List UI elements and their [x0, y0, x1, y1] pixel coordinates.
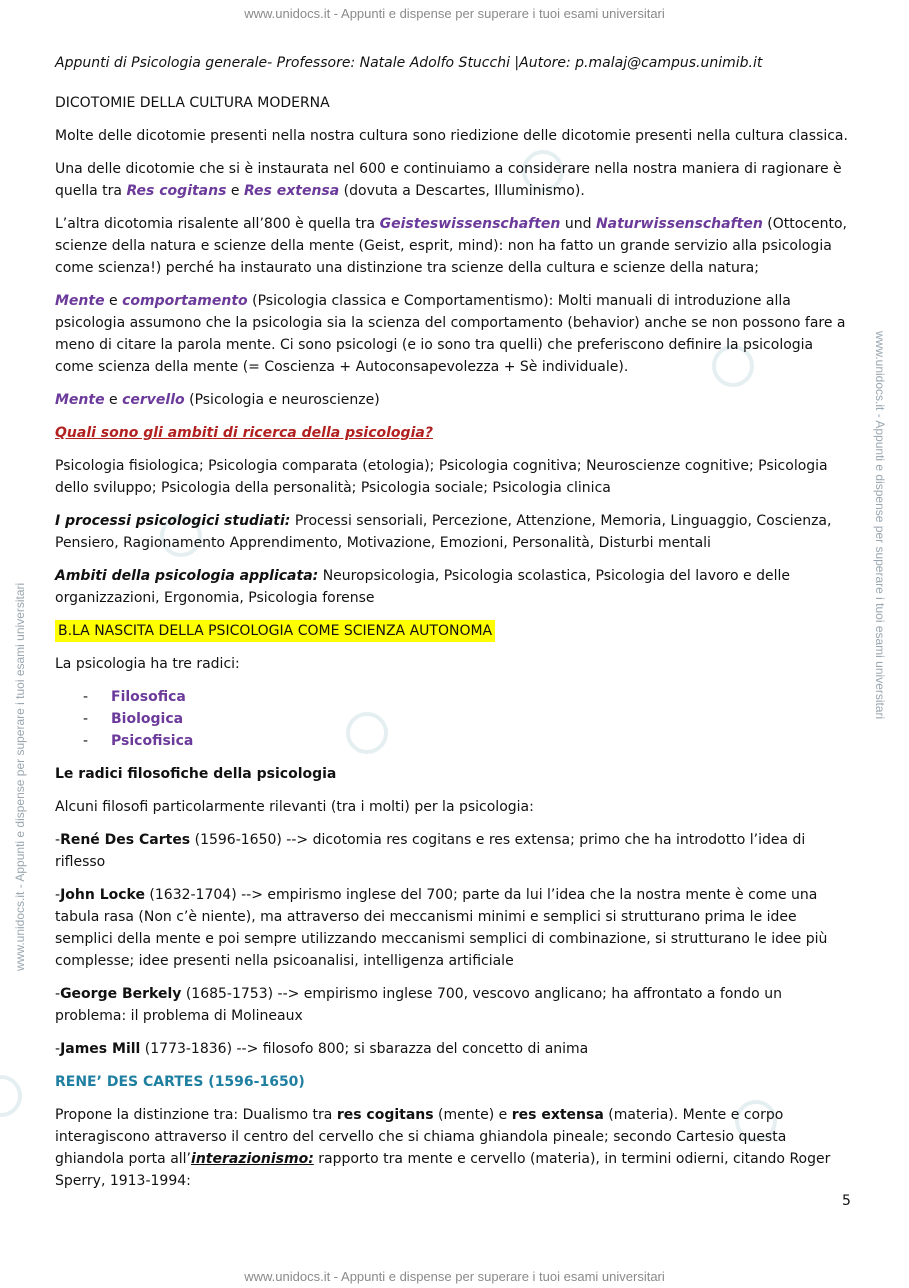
paragraph: La psicologia ha tre radici:	[55, 656, 240, 672]
paragraph	[55, 290, 855, 378]
term: Mente	[55, 293, 105, 309]
philosopher-entry: -John Locke (1632-1704) --> empirismo inglese del 700; parte da lui l’idea che la nostra mente è come una tabula rasa (Non c’è niente), ma attraverso dei meccanismi minimi e semplici si strutturano prima le idee semplici della mente e poi sempre utilizzando meccanismi semplici di combinazione, si strutturano le idee più complesse; idee presenti nella psicoanalisi, intelligenza artificiale	[55, 887, 828, 969]
subsection-title: Le radici filosofiche della psicologia	[55, 766, 337, 782]
section-title-dicotomie: DICOTOMIE DELLA CULTURA MODERNA	[55, 95, 330, 111]
term: Naturwissenschaften	[595, 216, 763, 232]
label: I processi psicologici studiati:	[55, 513, 291, 529]
watermark-bottom: www.unidocs.it - Appunti e dispense per superare i tuoi esami universitari	[244, 1269, 665, 1284]
text: (mente) e	[433, 1107, 512, 1123]
term: res cogitans	[336, 1107, 434, 1123]
paragraph	[55, 389, 855, 411]
list-item: - Filosofica	[83, 686, 855, 708]
text: (1632-1704) --> empirismo inglese del 700; parte da lui l’idea che la nostra mente è come una tabula rasa (Non c’è niente), ma attraverso dei meccanismi minimi e semplici si strutturano prima le idee semplici della mente e poi sempre utilizzando meccanismi semplici di combinazione, si strutturano le idee più complesse; idee presenti nella psicoanalisi, intelligenza artificiale	[55, 887, 828, 969]
label: Ambiti della psicologia applicata:	[55, 568, 319, 584]
text: Processi sensoriali, Percezione, Attenzione, Memoria, Linguaggio, Coscienza, Pensiero, Ragionamento Apprendimento, Motivazione, Emozioni, Personalità, Disturbi mentali	[55, 513, 832, 551]
list-item: - Psicofisica	[83, 730, 855, 752]
roots-list	[55, 686, 855, 752]
term: comportamento	[122, 293, 248, 309]
paragraph	[55, 1104, 855, 1192]
term: Geisteswissenschaften	[379, 216, 561, 232]
text: (1596-1650) --> dicotomia res cogitans e res extensa; primo che ha introdotto l’idea di riflesso	[55, 832, 806, 870]
question-text: Quali sono gli ambiti di ricerca della psicologia?	[55, 425, 433, 441]
text: L’altra dicotomia risalente all’800 è quella tra	[55, 216, 380, 232]
philosopher-name: René Des Cartes	[60, 832, 191, 848]
term: Res cogitans	[126, 183, 227, 199]
philosopher-entry: -George Berkely (1685-1753) --> empirismo inglese 700, vescovo anglicano; ha affrontato a fondo un problema: il problema di Molineaux	[55, 986, 782, 1024]
list-item: - Biologica	[83, 708, 855, 730]
text: Propone la distinzione tra: Dualismo tra	[55, 1107, 337, 1123]
text: e	[226, 183, 244, 199]
text: Una delle dicotomie che si è instaurata nel 600 e continuiamo a considerare nella nostra maniera di ragionare è quella tra	[55, 161, 842, 199]
paragraph: Alcuni filosofi particolarmente rilevanti (tra i molti) per la psicologia:	[55, 799, 534, 815]
text: (1685-1753) --> empirismo inglese 700, vescovo anglicano; ha affrontato a fondo un problema: il problema di Molineaux	[55, 986, 782, 1024]
philosopher-name: John Locke	[60, 887, 145, 903]
highlighted-title: B.LA NASCITA DELLA PSICOLOGIA COME SCIENZA AUTONOMA	[55, 620, 495, 642]
paragraph	[55, 125, 855, 147]
term: Res extensa	[243, 183, 340, 199]
text: (Psicologia classica e Comportamentismo): Molti manuali di introduzione alla psicologia assumono che la psicologia sia la scienza del comportamento (behavior) anche se non possono fare a meno di citare la parola mente. Ci sono psicologi (e io sono tra quelli) che preferiscono definire la psicologia come scienza della mente (= Coscienza + Autoconsapevolezza + Sè individuale).	[55, 293, 846, 375]
text: (materia). Mente e corpo interagiscono attraverso il centro del cervello che si chiama ghiandola pineale; secondo Cartesio questa ghiandola porta all’	[55, 1107, 787, 1167]
watermark-logo-icon	[0, 1075, 22, 1117]
philosopher-entry: -René Des Cartes (1596-1650) --> dicotomia res cogitans e res extensa; primo che ha introdotto l’idea di riflesso	[55, 832, 806, 870]
text: e	[104, 392, 123, 408]
section-title-nascita	[55, 620, 855, 642]
text: (dovuta a Descartes, Illuminismo).	[339, 183, 585, 199]
section-title-descartes: RENE’ DES CARTES (1596-1650)	[55, 1074, 305, 1090]
document-body	[55, 52, 855, 1203]
text: (Ottocento, scienze della natura e scienze della mente (Geist, esprit, mind): non ha fatto un grande servizio alla psicologia come scienza!) perché ha instaurato una distinzione tra scienze della cultura e scienze della natura;	[55, 216, 847, 276]
philosopher-entry: -James Mill (1773-1836) --> filosofo 800; si sbarazza del concetto di anima	[55, 1041, 589, 1057]
watermark-top: www.unidocs.it - Appunti e dispense per superare i tuoi esami universitari	[244, 6, 665, 21]
text: e	[104, 293, 123, 309]
philosopher-name: George Berkely	[60, 986, 182, 1002]
text: und	[560, 216, 596, 232]
paragraph: Psicologia fisiologica; Psicologia comparata (etologia); Psicologia cognitiva; Neuroscienze cognitive; Psicologia dello sviluppo; Psicologia della personalità; Psicologia sociale; Psicologia clinica	[55, 458, 828, 496]
text: Molte delle dicotomie presenti nella nostra cultura sono riedizione delle dicotomie presenti nella cultura classica.	[55, 128, 848, 144]
term: interazionismo:	[191, 1151, 314, 1167]
paragraph	[55, 158, 855, 202]
term: cervello	[122, 392, 185, 408]
question-heading	[55, 422, 855, 444]
page-number: 5	[842, 1193, 851, 1209]
text: (Psicologia e neuroscienze)	[184, 392, 380, 408]
paragraph	[55, 565, 855, 609]
text: Neuropsicologia, Psicologia scolastica, Psicologia del lavoro e delle organizzazioni, Ergonomia, Psicologia forense	[55, 568, 790, 606]
philosopher-name: James Mill	[60, 1041, 141, 1057]
paragraph	[55, 213, 855, 279]
text: rapporto tra mente e cervello (materia), in termini odierni, citando Roger Sperry, 1913-1994:	[55, 1151, 831, 1189]
paragraph	[55, 510, 855, 554]
watermark-right: www.unidocs.it - Appunti e dispense per superare i tuoi esami universitari	[873, 331, 887, 720]
document-header: Appunti di Psicologia generale- Professore: Natale Adolfo Stucchi |Autore: p.malaj@campus.unimib.it	[55, 55, 763, 71]
text: (1773-1836) --> filosofo 800; si sbarazza del concetto di anima	[140, 1041, 589, 1057]
term: Mente	[55, 392, 105, 408]
term: res extensa	[511, 1107, 604, 1123]
watermark-left: www.unidocs.it - Appunti e dispense per superare i tuoi esami universitari	[13, 582, 27, 971]
